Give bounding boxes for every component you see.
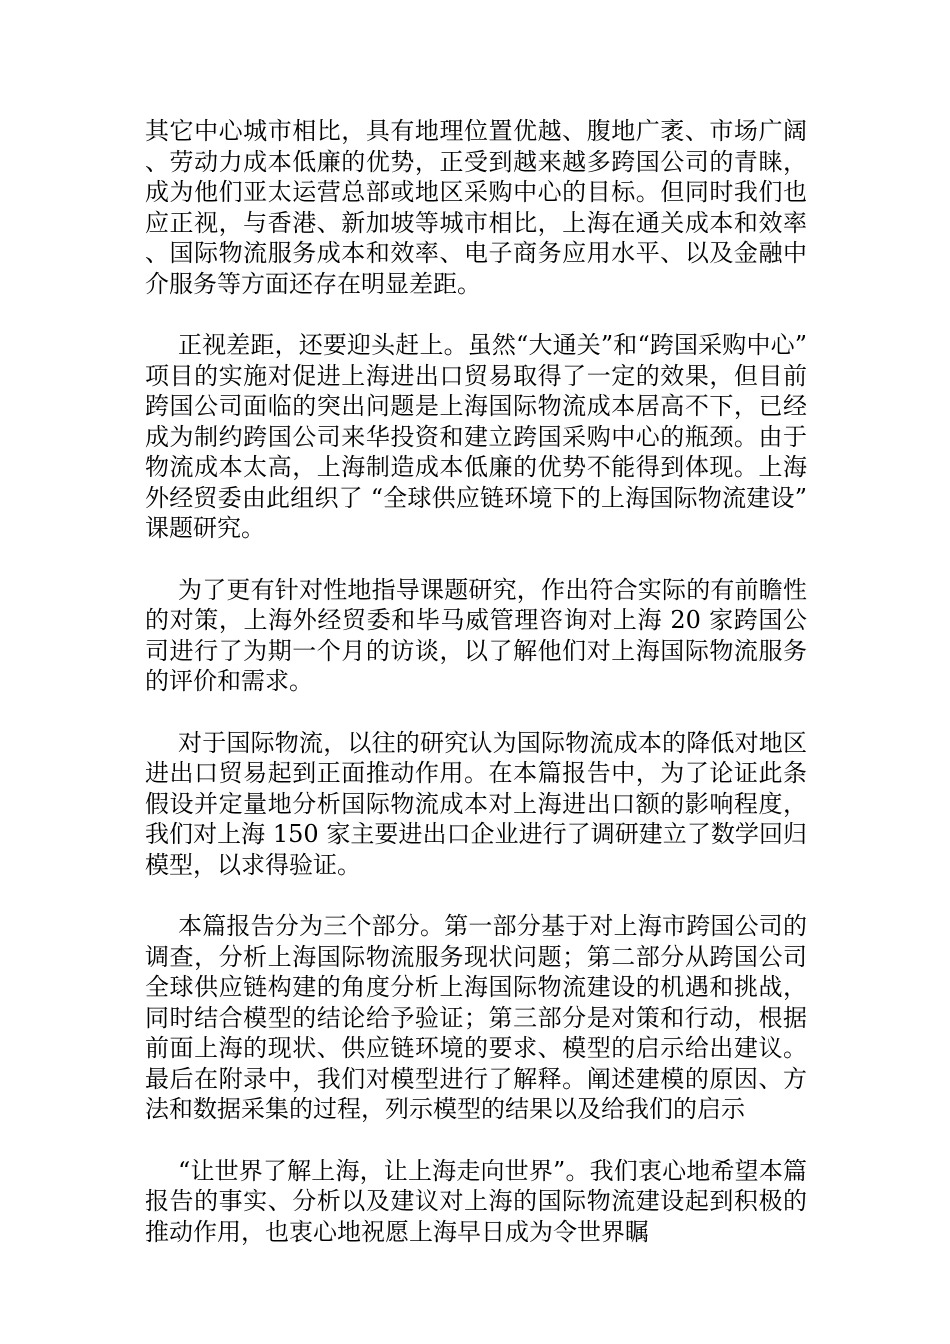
paragraph-6: “让世界了解上海，让上海走向世界”。我们衷心地希望本篇报告的事实、分析以及建议对上海的国际物流建设起到积极的推动作用，也衷心地祝愿上海早日成为令世界瞩 <box>145 1156 807 1246</box>
paragraph-2: 正视差距，还要迎头赶上。虽然“大通关”和“跨国采购中心”项目的实施对促进上海进出口贸易取得了一定的效果，但目前跨国公司面临的突出问题是上海国际物流成本居高不下，已经成为制约跨国公司来华投资和建立跨国采购中心的瓶颈。由于物流成本太高，上海制造成本低廉的优势不能得到体现。上海外经贸委由此组织了 “全球供应链环境下的上海国际物流建设”课题研究。 <box>145 331 807 542</box>
paragraph-3: 为了更有针对性地指导课题研究，作出符合实际的有前瞻性的对策，上海外经贸委和毕马威管理咨询对上海 20 家跨国公司进行了为期一个月的访谈，以了解他们对上海国际物流服务的评价和需求。 <box>145 575 807 695</box>
paragraph-5: 本篇报告分为三个部分。第一部分基于对上海市跨国公司的调查，分析上海国际物流服务现状问题；第二部分从跨国公司全球供应链构建的角度分析上海国际物流建设的机遇和挑战，同时结合模型的结论给予验证；第三部分是对策和行动，根据前面上海的现状、供应链环境的要求、模型的启示给出建议。最后在附录中，我们对模型进行了解释。阐述建模的原因、方法和数据采集的过程，列示模型的结果以及给我们的启示 <box>145 912 807 1123</box>
paragraph-4: 对于国际物流，以往的研究认为国际物流成本的降低对地区进出口贸易起到正面推动作用。在本篇报告中，为了论证此条假设并定量地分析国际物流成本对上海进出口额的影响程度，我们对上海 150 家主要进出口企业进行了调研建立了数学回归模型，以求得验证。 <box>145 728 807 879</box>
body-text <box>145 116 807 1278</box>
paragraph-1: 其它中心城市相比，具有地理位置优越、腹地广袤、市场广阔、劳动力成本低廉的优势，正受到越来越多跨国公司的青睐，成为他们亚太运营总部或地区采购中心的目标。但同时我们也应正视，与香港、新加坡等城市相比，上海在通关成本和效率、国际物流服务成本和效率、电子商务应用水平、以及金融中介服务等方面还存在明显差距。 <box>145 117 807 298</box>
